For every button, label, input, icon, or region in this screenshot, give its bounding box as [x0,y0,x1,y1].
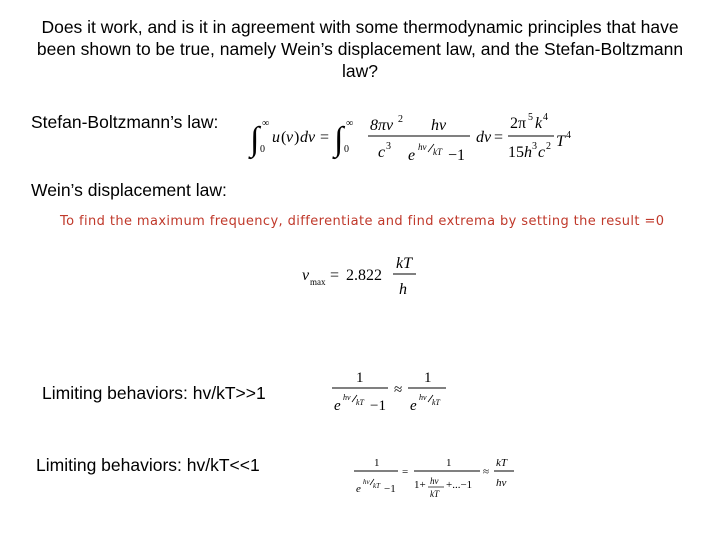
svg-text:∞: ∞ [346,118,354,129]
svg-text:1+: 1+ [414,479,426,491]
svg-text:∫: ∫ [334,121,344,158]
svg-text:k: k [535,115,543,132]
svg-text:c: c [538,144,546,161]
svg-text:dv: dv [300,129,316,146]
svg-text:0: 0 [260,144,265,155]
svg-text:kT: kT [432,398,440,407]
svg-text:max: max [310,277,326,287]
svg-text:(: ( [281,129,287,146]
wein-coefficient: 2.822 [346,267,382,284]
svg-text:∫: ∫ [250,121,260,158]
stefan-boltzmann-equation [248,106,588,168]
svg-text:=: = [320,129,330,146]
svg-text:≈: ≈ [394,382,403,398]
svg-text:v: v [302,267,310,284]
svg-text:−1: −1 [448,147,466,164]
svg-text:): ) [294,129,300,146]
wein-label: Wein’s displacement law: [31,180,227,200]
svg-text:∞: ∞ [262,118,270,129]
svg-text:kT: kT [396,255,412,272]
svg-text:hv: hv [343,393,351,402]
svg-text:h: h [399,281,407,298]
limit-high-equation [330,366,450,416]
svg-text:e: e [410,398,417,414]
svg-text:hv: hv [363,478,370,486]
svg-text:=: = [402,466,409,478]
svg-text:8πv: 8πv [370,117,394,134]
svg-text:kT: kT [496,457,507,469]
svg-text:u: u [272,129,280,146]
svg-text:2: 2 [398,114,403,125]
svg-text:3: 3 [386,141,391,152]
svg-text:kT: kT [356,398,364,407]
svg-text:1: 1 [356,370,364,386]
svg-text:dv: dv [476,129,492,146]
svg-text:hv: hv [430,476,439,486]
svg-text:e: e [334,398,341,414]
svg-text:−1: −1 [384,483,396,495]
svg-text:hv: hv [496,477,507,489]
svg-text:kT: kT [433,147,442,157]
slide-title: Does it work, and is it in agreement with some thermodynamic principles that have been shown to be true, namely Wein’s displacement law, and the Stefan-Boltzmann law? [36,17,684,81]
svg-text:1: 1 [446,457,452,469]
svg-text:hv: hv [431,117,447,134]
svg-text:3: 3 [532,141,537,152]
svg-text:=: = [330,267,340,284]
svg-text:1: 1 [424,370,432,386]
svg-text:5: 5 [528,112,533,123]
svg-text:v: v [286,129,294,146]
svg-text:hv: hv [418,142,427,152]
svg-text:−1: −1 [370,398,386,414]
svg-text:e: e [408,147,416,164]
maximum-frequency-note: To find the maximum frequency, differentiate and find extrema by setting the result =0 [60,214,665,229]
svg-text:kT: kT [430,489,439,499]
limit-low-equation [352,454,522,502]
svg-text:≈: ≈ [483,466,490,478]
svg-text:15: 15 [508,144,524,161]
svg-text:2: 2 [546,141,551,152]
svg-text:+...−1: +...−1 [446,479,473,491]
svg-text:2π: 2π [510,115,527,132]
limit-low-label: Limiting behaviors: hv/kT<<1 [36,455,260,475]
svg-text:0: 0 [344,144,349,155]
wein-equation [300,252,430,302]
svg-text:T: T [556,133,565,150]
svg-text:e: e [356,483,361,495]
limit-high-label: Limiting behaviors: hv/kT>>1 [42,383,266,403]
svg-text:hv: hv [419,393,427,402]
svg-text:1: 1 [374,457,380,469]
stefan-boltzmann-label: Stefan-Boltzmann’s law: [31,112,219,132]
svg-text:kT: kT [373,482,380,490]
svg-text:h: h [524,144,532,161]
svg-text:4: 4 [566,130,571,141]
svg-text:c: c [378,144,386,161]
svg-text:=: = [494,129,504,146]
svg-text:4: 4 [543,112,548,123]
